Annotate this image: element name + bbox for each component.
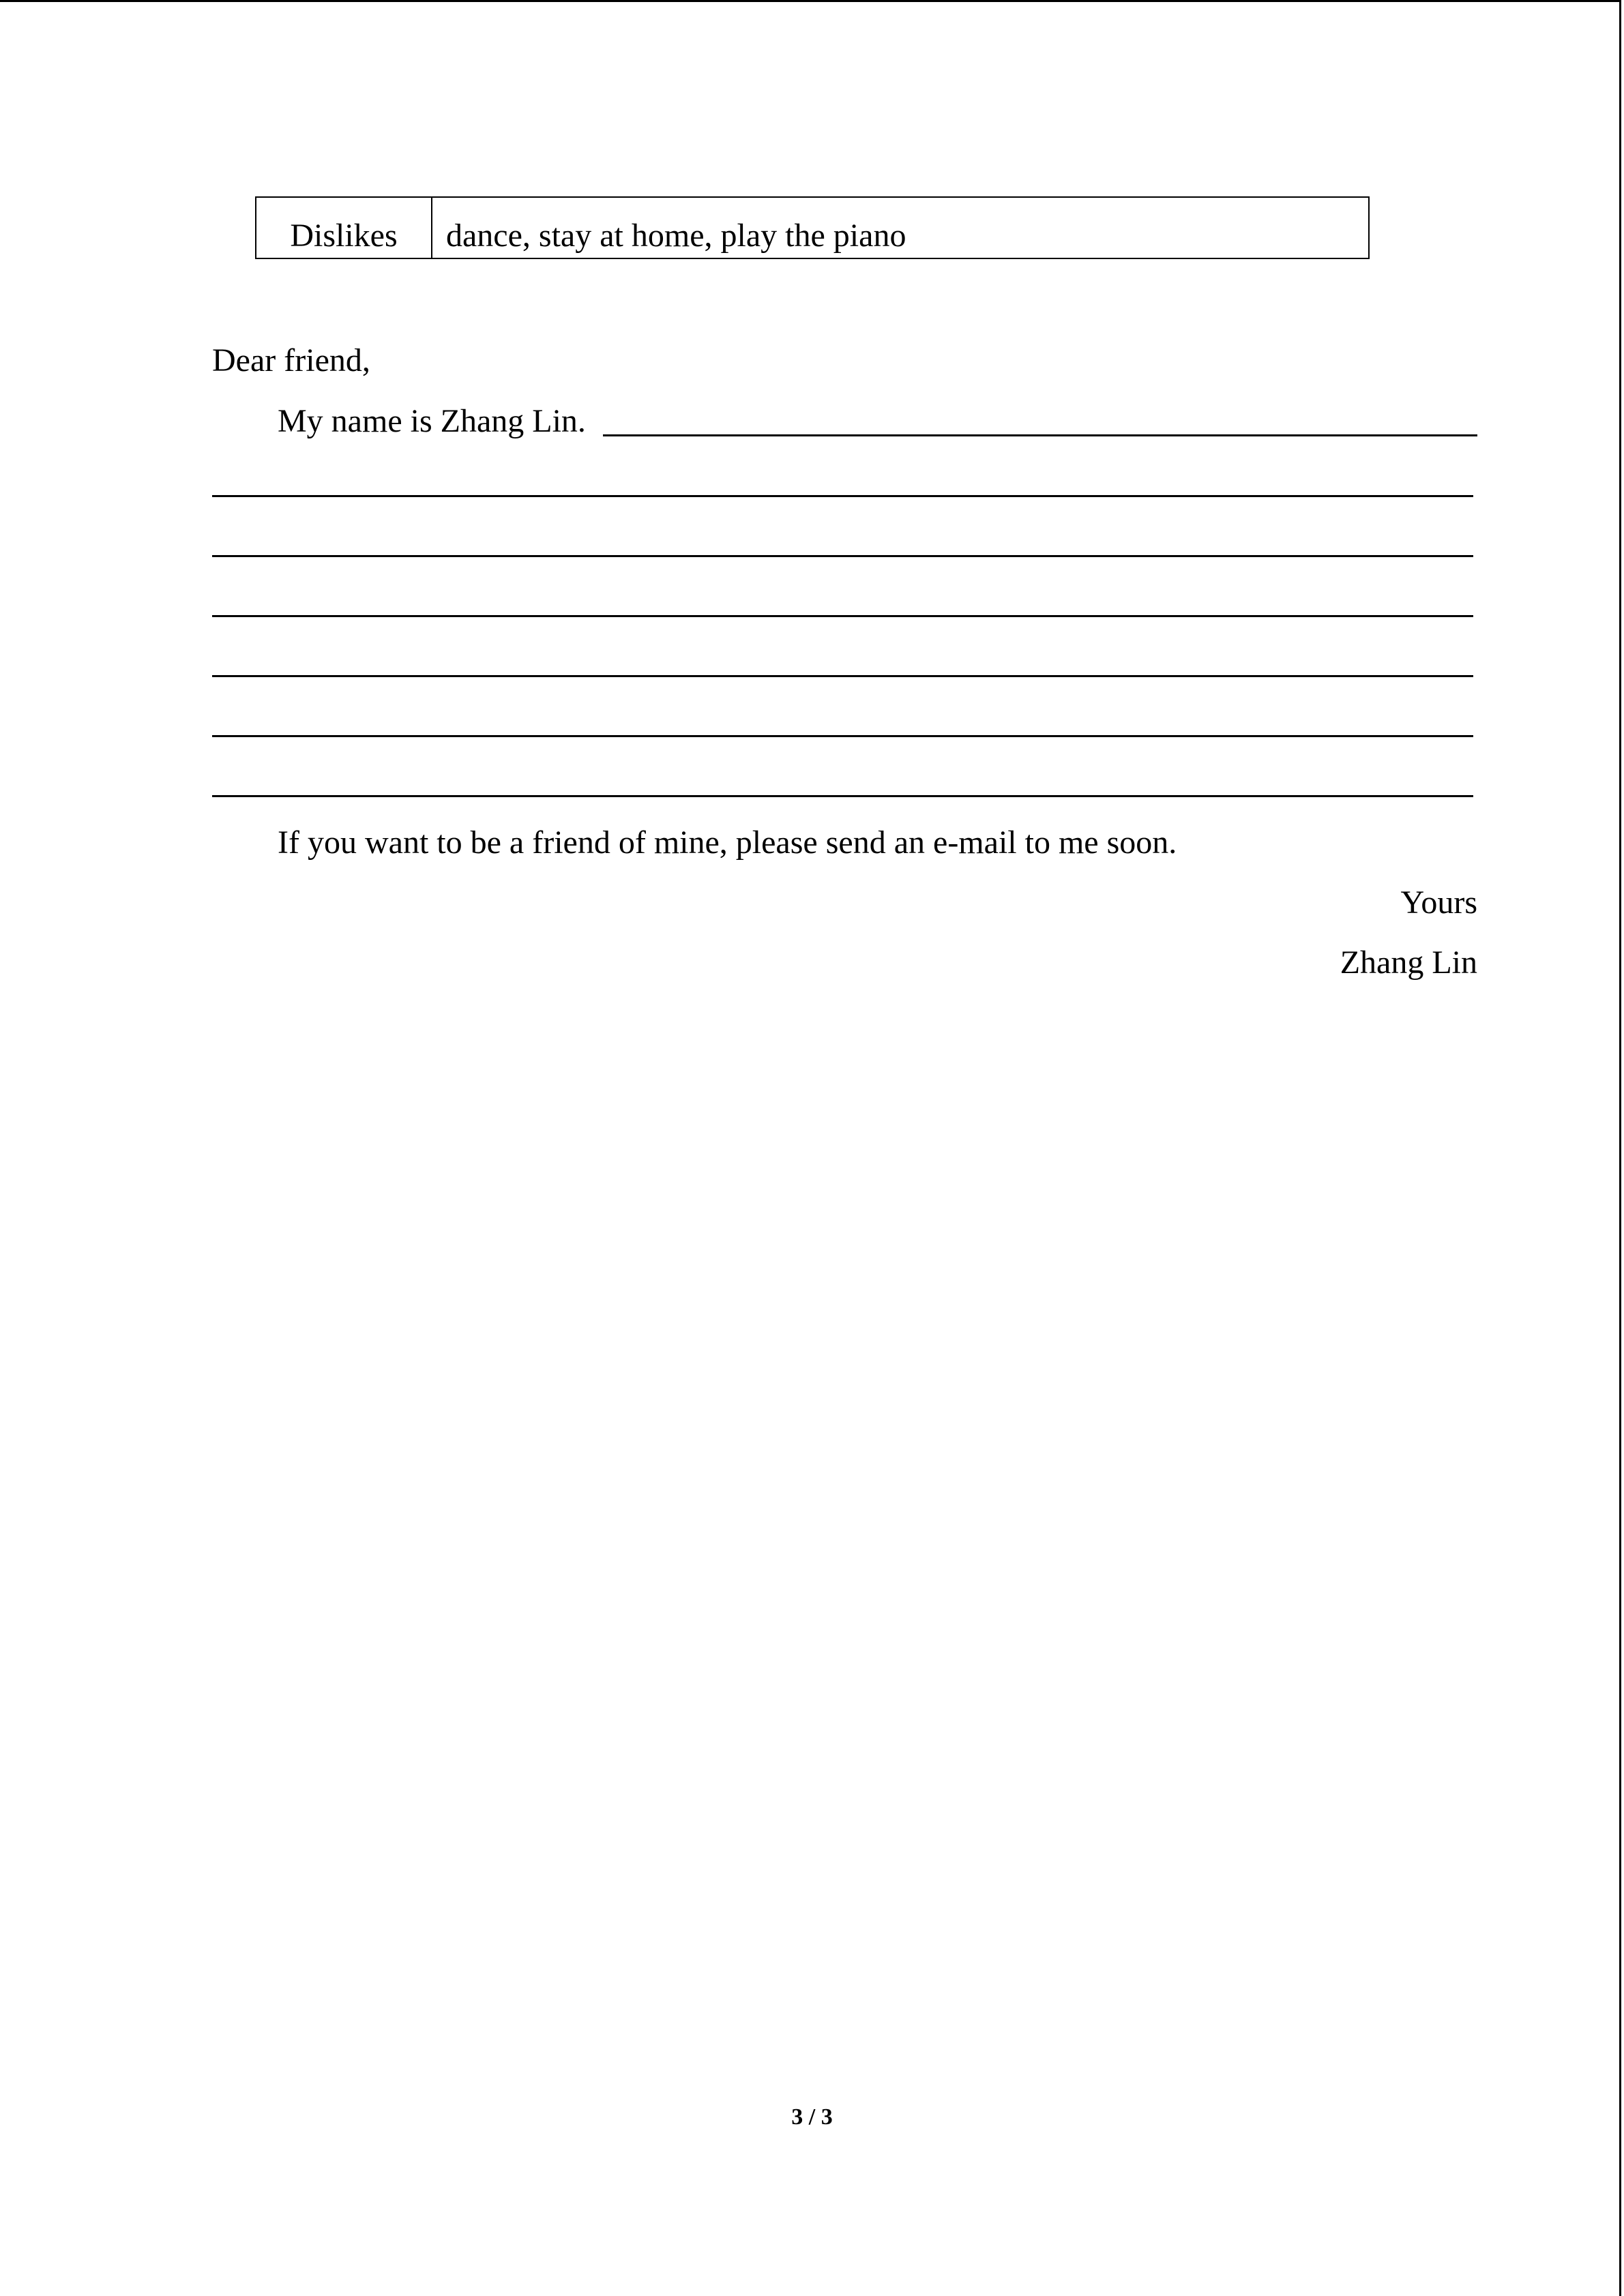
letter-sign-off: Yours	[1400, 884, 1477, 921]
letter-signature: Zhang Lin	[1340, 944, 1477, 981]
letter-opening: My name is Zhang Lin.	[278, 403, 586, 439]
answer-line-2[interactable]	[212, 495, 1473, 497]
dislikes-table	[255, 196, 1370, 259]
answer-line-1[interactable]	[603, 434, 1477, 436]
page-number: 3 / 3	[791, 2104, 833, 2130]
answer-line-5[interactable]	[212, 675, 1473, 677]
letter-closing-line: If you want to be a friend of mine, please send an e-mail to me soon.	[278, 824, 1177, 861]
letter-greeting: Dear friend,	[212, 342, 370, 378]
answer-line-6[interactable]	[212, 735, 1473, 737]
answer-line-7[interactable]	[212, 795, 1473, 797]
answer-line-4[interactable]	[212, 615, 1473, 617]
dislikes-value: dance, stay at home, play the piano	[446, 218, 906, 254]
dislikes-label: Dislikes	[256, 198, 432, 258]
answer-line-3[interactable]	[212, 555, 1473, 557]
